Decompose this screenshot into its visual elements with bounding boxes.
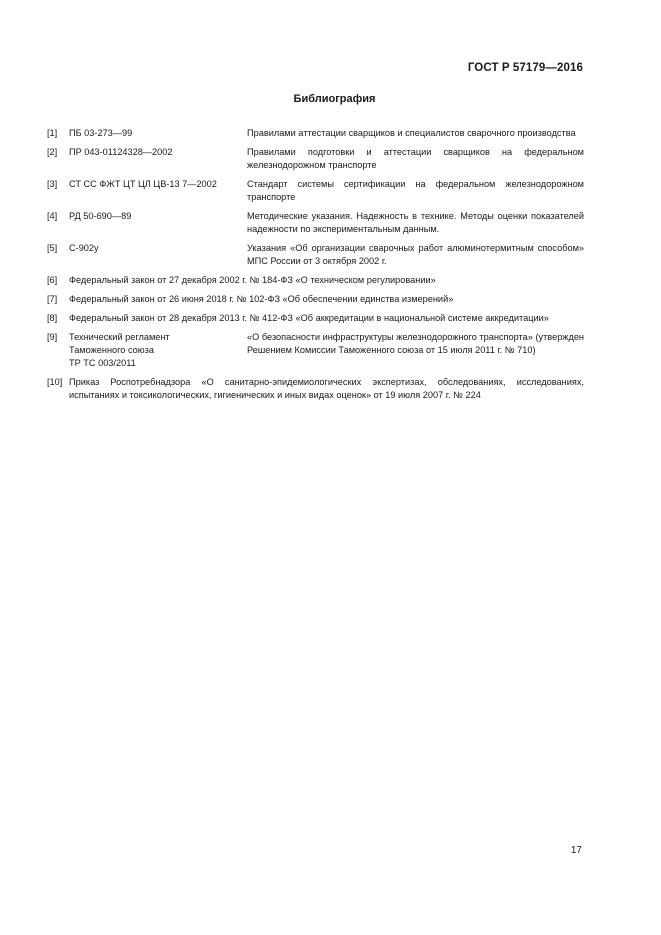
entry-number: [9] xyxy=(47,332,58,342)
bibliography-entry xyxy=(47,376,584,402)
entry-description: Указания «Об организации сварочных работ алюминотермитным способом» МПС России от 3 октября 2002 г. xyxy=(247,243,584,266)
bibliography-list xyxy=(47,127,584,408)
entry-code: С-902у xyxy=(69,243,99,253)
bibliography-entry xyxy=(47,242,584,268)
bibliography-entry xyxy=(47,331,584,370)
entry-code xyxy=(69,331,247,370)
entry-description: Приказ Роспотребнадзора «О санитарно-эпидемиологических экспертизах, обследованиях, исследованиях, испытаниях и токсикологических, гигиенических и иных видах оценок» от 19 июля 2007 г. № 224 xyxy=(69,377,584,400)
entry-code: ПБ 03-273—99 xyxy=(69,128,133,138)
bibliography-entry xyxy=(47,178,584,204)
bibliography-entry xyxy=(47,312,584,325)
bibliography-entry xyxy=(47,146,584,172)
bibliography-entry xyxy=(47,274,584,287)
document-standard-number: ГОСТ Р 57179—2016 xyxy=(467,62,583,74)
entry-description: Правилами аттестации сварщиков и специалистов сварочного производства xyxy=(247,128,576,138)
entry-description: «О безопасности инфраструктуры железнодорожного транспорта» (утвержден Решением Комиссии Таможенного союза от 15 июля 2011 г. № 710) xyxy=(247,332,584,355)
entry-description: Стандарт системы сертификации на федеральном железнодорожном транспорте xyxy=(247,179,584,202)
entry-number: [6] xyxy=(47,275,58,285)
entry-description: Федеральный закон от 27 декабря 2002 г. № 184-ФЗ «О техническом регулировании» xyxy=(69,275,436,285)
entry-code: ПР 043-01124328—2002 xyxy=(69,147,173,157)
entry-number: [5] xyxy=(47,243,58,253)
entry-code: РД 50-690—89 xyxy=(69,211,132,221)
bibliography-entry xyxy=(47,210,584,236)
bibliography-entry xyxy=(47,293,584,306)
entry-description: Методические указания. Надежность в технике. Методы оценки показателей надежности по экспериментальным данным. xyxy=(247,211,584,234)
page-number: 17 xyxy=(570,845,582,856)
entry-number: [10] xyxy=(47,377,63,387)
entry-code-line: Таможенного союза xyxy=(69,345,154,355)
entry-code-line: Технический регламент xyxy=(69,332,170,342)
entry-number: [1] xyxy=(47,128,58,138)
entry-description: Федеральный закон от 28 декабря 2013 г. № 412-ФЗ «Об аккредитации в национальной системе аккредитации» xyxy=(69,313,549,323)
entry-description: Правилами подготовки и аттестации сварщиков на федеральном железнодорожном транспорте xyxy=(247,147,584,170)
entry-number: [3] xyxy=(47,179,58,189)
entry-number: [8] xyxy=(47,313,58,323)
entry-number: [4] xyxy=(47,211,58,221)
entry-description: Федеральный закон от 26 июня 2018 г. № 102-ФЗ «Об обеспечении единства измерений» xyxy=(69,294,454,304)
entry-number: [2] xyxy=(47,147,58,157)
entry-number: [7] xyxy=(47,294,58,304)
section-title: Библиография xyxy=(293,93,376,105)
bibliography-entry xyxy=(47,127,584,140)
entry-code: СТ СС ФЖТ ЦТ ЦЛ ЦВ-13 7—2002 xyxy=(69,179,217,189)
entry-code-line: ТР ТС 003/2011 xyxy=(69,358,136,368)
